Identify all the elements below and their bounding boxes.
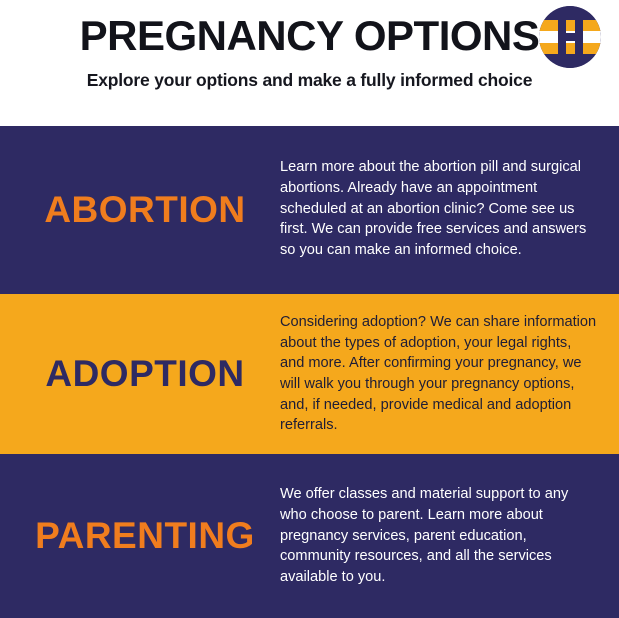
circular-h-logo-icon bbox=[539, 6, 601, 68]
section-abortion bbox=[0, 126, 619, 294]
section-title-abortion: ABORTION bbox=[44, 189, 246, 230]
section-parenting bbox=[0, 454, 619, 618]
section-adoption bbox=[0, 294, 619, 454]
header bbox=[0, 0, 619, 126]
page-subtitle: Explore your options and make a fully informed choice bbox=[86, 70, 533, 91]
section-title-parenting: PARENTING bbox=[35, 515, 255, 556]
section-body-parenting: We offer classes and material support to any who choose to parent. Learn more about pregnancy services, parent education, community resources, and all the services available to you. bbox=[280, 486, 569, 586]
page-title: PREGNANCY OPTIONS bbox=[79, 12, 540, 59]
section-title-adoption: ADOPTION bbox=[45, 353, 245, 394]
section-body-adoption: Considering adoption? We can share information about the types of adoption, your legal rights, and more. After confirming your pregnancy, we will walk you through your pregnancy options, and, if needed, provide medical and adoption referrals. bbox=[280, 313, 597, 434]
section-body-abortion: Learn more about the abortion pill and surgical abortions. Already have an appointment scheduled at an abortion clinic? Come see us first. We can provide free services and answers so you can make an informed choice. bbox=[280, 159, 587, 259]
